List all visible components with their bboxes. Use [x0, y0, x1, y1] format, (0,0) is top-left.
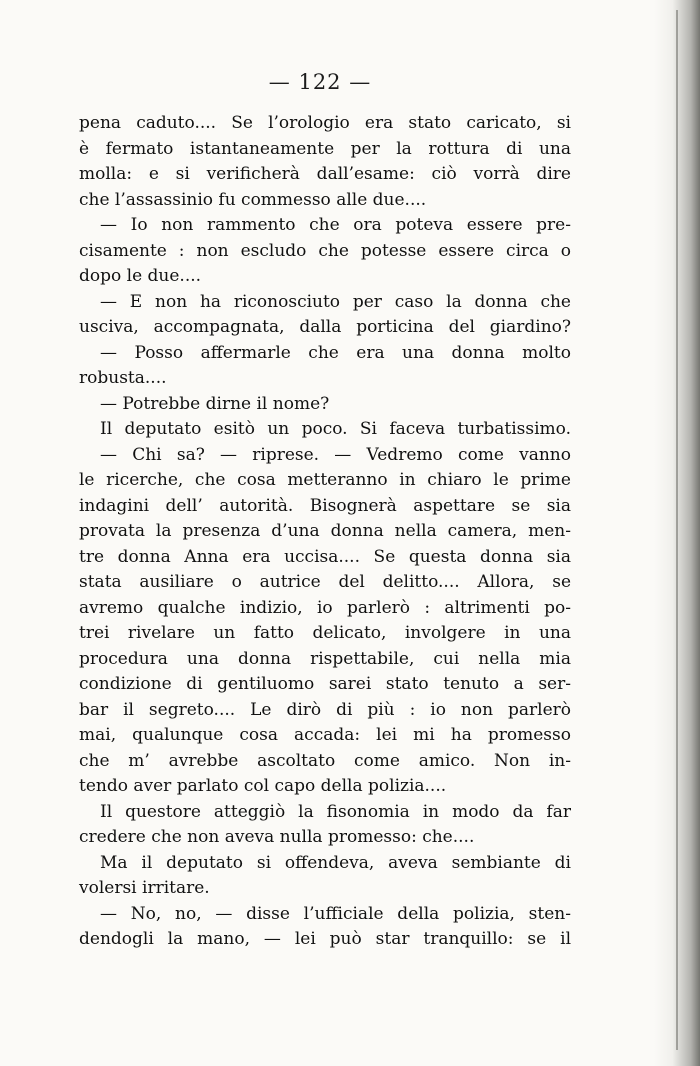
- text-line: — No, no, — disse l’ufficiale della polizia, sten-: [100, 903, 571, 924]
- text-line: — E non ha riconosciuto per caso la donna che: [100, 291, 571, 312]
- text-line: Il deputato esitò un poco. Si faceva turbatissimo.: [100, 419, 571, 439]
- text-line: avremo qualche indizio, io parlerò : altrimenti po-: [79, 597, 571, 618]
- page-number: — 122 —: [268, 70, 372, 94]
- text-line: bar il segreto.... Le dirò di più : io non parlerò: [79, 699, 571, 720]
- text-line: — Chi sa? — riprese. — Vedremo come vanno: [100, 444, 571, 465]
- text-line: dendogli la mano, — lei può star tranquillo: se il: [79, 929, 571, 949]
- text-line: volersi irritare.: [79, 878, 210, 898]
- text-line: — Io non rammento che ora poteva essere pre-: [100, 215, 571, 235]
- text-line: procedura una donna rispettabile, cui nella mia: [79, 648, 571, 669]
- text-line: Il questore atteggiò la fisonomia in modo da far: [100, 801, 571, 822]
- text-line: Ma il deputato si offendeva, aveva sembiante di: [100, 852, 571, 873]
- text-line: robusta....: [79, 368, 167, 388]
- text-line: usciva, accompagnata, dalla porticina del giardino?: [79, 317, 571, 337]
- text-line: pena caduto.... Se l’orologio era stato caricato, si: [79, 113, 571, 133]
- text-line: mai, qualunque cosa accada: lei mi ha promesso: [79, 725, 571, 745]
- text-line: credere che non aveva nulla promesso: che....: [79, 827, 475, 847]
- text-line: provata la presenza d’una donna nella camera, men-: [79, 521, 571, 541]
- text-line: trei rivelare un fatto delicato, involgere in una: [79, 623, 571, 643]
- text-line: che l’assassinio fu commesso alle due....: [79, 189, 427, 210]
- text-line: che m’ avrebbe ascoltato come amico. Non in-: [79, 750, 571, 771]
- page-edge-line: [676, 10, 678, 1050]
- text-line: tre donna Anna era uccisa.... Se questa donna sia: [79, 546, 571, 567]
- text-line: stata ausiliare o autrice del delitto.... Allora, se: [79, 572, 571, 592]
- text-line: molla: e si verificherà dall’esame: ciò vorrà dire: [79, 164, 571, 184]
- text-line: è fermato istantaneamente per la rottura di una: [79, 138, 571, 159]
- text-line: condizione di gentiluomo sarei stato tenuto a ser-: [79, 674, 571, 694]
- text-line: — Potrebbe dirne il nome?: [100, 393, 330, 414]
- text-line: tendo aver parlato col capo della polizia....: [79, 776, 447, 796]
- text-line: — Posso affermarle che era una donna molto: [100, 342, 571, 363]
- text-line: cisamente : non escludo che potesse essere circa o: [79, 240, 571, 261]
- text-line: dopo le due....: [79, 266, 202, 286]
- text-line: indagini dell’ autorità. Bisognerà aspettare se sia: [79, 495, 571, 516]
- text-line: le ricerche, che cosa metteranno in chiaro le prime: [79, 470, 571, 490]
- body-text: [79, 111, 571, 953]
